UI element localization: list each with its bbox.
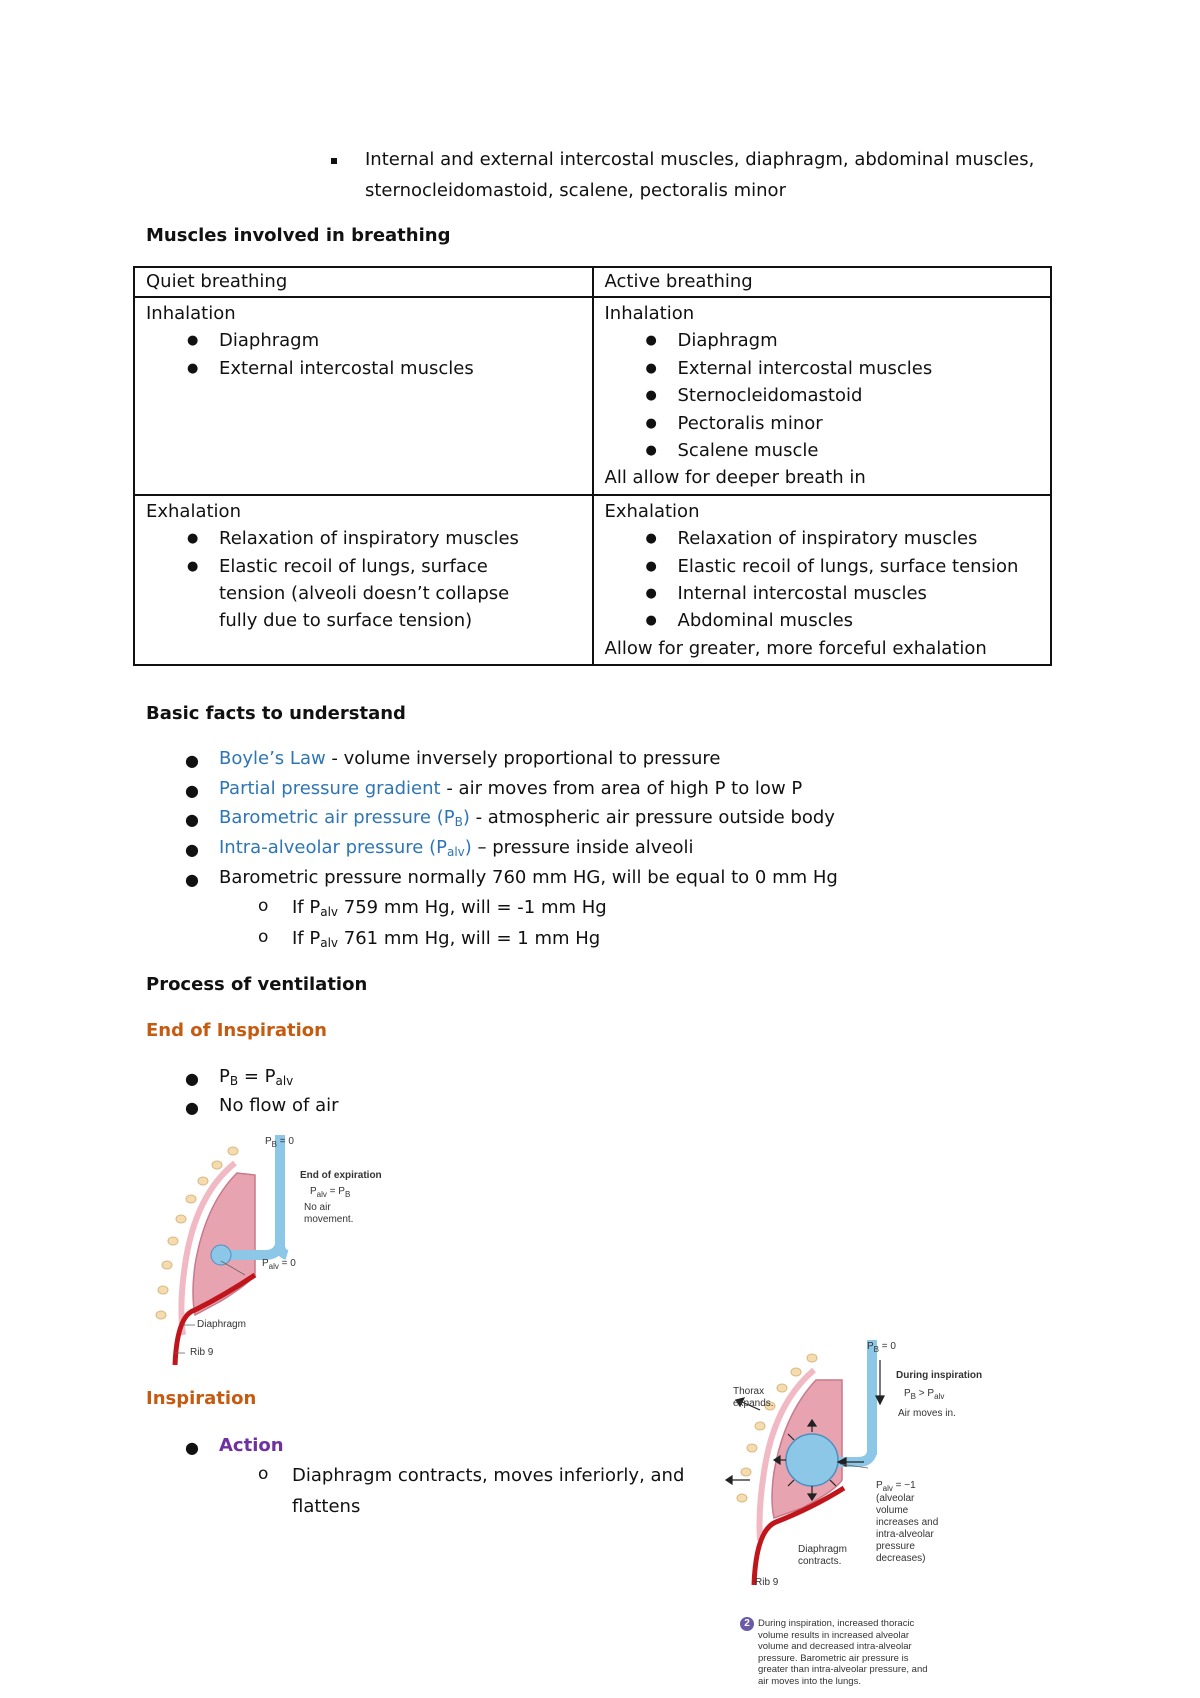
table-header-active: Active breathing [593,267,1052,297]
process-heading: Process of ventilation [146,974,368,995]
quiet-inhalation-list [146,327,592,382]
inspiration-action: Action [219,1435,284,1456]
fig2-thorax: Thorax expands. [733,1386,774,1409]
square-bullet-icon [331,158,337,164]
bullet-icon: ● [185,781,199,800]
basic-facts-heading: Basic facts to understand [146,703,406,724]
fig2-pb-sub: B [873,1345,880,1354]
fig1-rib-label: Rib 9 [190,1347,214,1358]
table-header-row [134,267,1051,297]
table-row-exhalation [134,495,1051,665]
list-item: ● Sternocleidomastoid [605,382,1051,409]
fig1-title: End of expiration [300,1170,382,1181]
fig1-pb-sub: B [271,1140,278,1149]
fig2-equation [904,1388,944,1400]
baro-term: Barometric air pressure (P [219,807,455,828]
top-bullet-line1: Internal and external intercostal muscles, diaphragm, abdominal muscles, [365,149,1035,170]
fig2-pb-val: = 0 [879,1341,896,1352]
fig2-palv-val: = −1 [892,1480,916,1491]
fig1-diaphragm-label: Diaphragm [197,1319,246,1330]
active-exhalation-list [605,525,1051,635]
bullet-icon: ● [185,870,199,889]
fig1-eq-pre: P [310,1186,317,1197]
quiet-exhalation-list [146,525,592,635]
fact-barometric [219,807,835,829]
eq-sub1: B [229,1074,239,1088]
fig1-eq-sub2: B [344,1190,351,1199]
eq-mid: = P [238,1066,276,1087]
fig1-palv-sub: alv [268,1262,279,1271]
bullet-icon: ● [185,751,199,770]
fact-boyle [219,748,720,770]
list-item: ● Relaxation of inspiratory muscles [605,525,1051,552]
step-number-badge [740,1617,754,1631]
fig2-eq-sub1: B [910,1392,917,1401]
fig1-palv: P [262,1258,269,1269]
inspiration-sub-line1: Diaphragm contracts, moves inferiorly, and [292,1465,685,1486]
list-item: ● Pectoralis minor [605,410,1051,437]
sub1-sub: alv [320,905,339,919]
fact-partial [219,778,802,800]
list-item: ● Elastic recoil of lungs, surface tension (alveoli doesn’t collapse fully due to surface tension) [146,553,592,635]
list-item: ● Diaphragm [605,327,1051,354]
sub2-post: 761 mm Hg, will = 1 mm Hg [338,928,601,949]
fig2-caption: During inspiration, increased thoracic volume results in increased alveolar volume and decreased intra-alveolar pressure. Barometric air pressure is greater than intra-alveolar pressure, and air moves into the lungs. [758,1618,928,1687]
baro-desc: - atmospheric air pressure outside body [469,807,835,828]
bullet-icon: ● [185,1098,199,1117]
breathing-muscles-table [133,266,1052,666]
fig1-no-air: No air movement. [304,1202,354,1225]
intra-sub: alv [446,845,465,859]
fig1-palv-val: = 0 [278,1258,296,1269]
quiet-exhalation-cell [134,495,593,665]
end-insp-equation [219,1066,293,1088]
active-inhalation-note: All allow for deeper breath in [604,467,866,489]
table-header-quiet: Quiet breathing [134,267,593,297]
list-item: ● Internal intercostal muscles [605,580,1051,607]
sub-bullet-icon: o [258,896,269,916]
list-item: ● Diaphragm [146,327,592,354]
boyle-desc: - volume inversely proportional to pressure [325,748,721,769]
eq-pre: P [219,1066,230,1087]
list-item: ● Relaxation of inspiratory muscles [146,525,592,552]
active-exhalation-cell [593,495,1052,665]
fact-sub1 [292,897,607,919]
partial-term: Partial pressure gradient [219,778,441,799]
fact-baro-normal: Barometric pressure normally 760 mm HG, will be equal to 0 mm Hg [219,867,838,888]
fig1-eq-sub1: alv [316,1190,327,1199]
fact-intra [219,837,694,859]
fig1-palv-label [262,1258,296,1270]
bullet-icon: ● [185,810,199,829]
fig1-eq-mid: = P [326,1186,345,1197]
top-bullet-line2: sternocleidomastoid, scalene, pectoralis minor [365,180,786,201]
list-item: ● Scalene muscle [605,437,1051,464]
intra-close: ) [464,837,472,858]
quiet-inhalation-cell [134,297,593,495]
eq-sub2: alv [275,1074,294,1088]
fig2-palv-sub: alv [882,1484,893,1493]
fig2-palv-label [876,1480,916,1492]
active-inhalation-cell [593,297,1052,495]
fig2-pb-label [867,1341,896,1353]
sub2-sub: alv [320,936,339,950]
quiet-exhalation-label: Exhalation [146,500,241,522]
active-exhalation-label: Exhalation [604,500,700,522]
list-item: ● Elastic recoil of lungs, surface tension [605,553,1051,580]
fig2-diaphragm-label: Diaphragm contracts. [798,1544,847,1567]
fig1-pb-val: = 0 [277,1136,294,1147]
baro-close: ) [462,807,470,828]
quiet-inhalation-label: Inhalation [146,303,236,324]
bullet-icon: ● [185,840,199,859]
fig2-palv: P [876,1480,883,1491]
sub2-pre: If P [292,928,321,949]
sub1-pre: If P [292,897,321,918]
partial-desc: - air moves from area of high P to low P [440,778,803,799]
fig2-rib-label: Rib 9 [755,1577,779,1588]
fig2-eq-pre: P [904,1388,911,1399]
fig1-equation [310,1186,350,1198]
step-number: 2 [744,1618,750,1629]
bullet-icon: ● [185,1438,199,1457]
end-insp-noflow: No flow of air [219,1095,339,1116]
active-inhalation-list [605,327,1051,464]
boyle-term: Boyle’s Law [219,748,326,769]
list-item: ● Abdominal muscles [605,607,1051,634]
fig2-air-in: Air moves in. [898,1408,956,1419]
fig2-eq-mid: > P [916,1388,935,1399]
intra-desc: – pressure inside alveoli [471,837,694,858]
table-row-inhalation [134,297,1051,495]
end-inspiration-heading: End of Inspiration [146,1020,327,1041]
fig1-pb: P [265,1136,272,1147]
muscles-heading: Muscles involved in breathing [146,225,451,246]
sub-bullet-icon: o [258,927,269,947]
active-inhalation-label: Inhalation [604,303,695,324]
fig2-eq-sub2: alv [934,1392,945,1401]
active-exhalation-note: Allow for greater, more forceful exhalation [604,637,987,659]
bullet-icon: ● [185,1069,199,1088]
list-item: ● External intercostal muscles [146,355,592,382]
baro-sub: B [454,815,463,829]
sub-bullet-icon: o [258,1464,269,1484]
inspiration-heading: Inspiration [146,1388,257,1409]
list-item: ● External intercostal muscles [605,355,1051,382]
fig2-palv-note: (alveolar volume increases and intra-alveolar pressure decreases) [876,1493,939,1564]
intra-term: Intra-alveolar pressure (P [219,837,447,858]
sub1-post: 759 mm Hg, will = -1 mm Hg [338,897,607,918]
fig1-pb-label [265,1136,294,1148]
inspiration-sub-line2: flattens [292,1496,361,1517]
fig2-pb: P [867,1341,874,1352]
fact-sub2 [292,928,600,950]
fig2-title: During inspiration [896,1370,983,1381]
